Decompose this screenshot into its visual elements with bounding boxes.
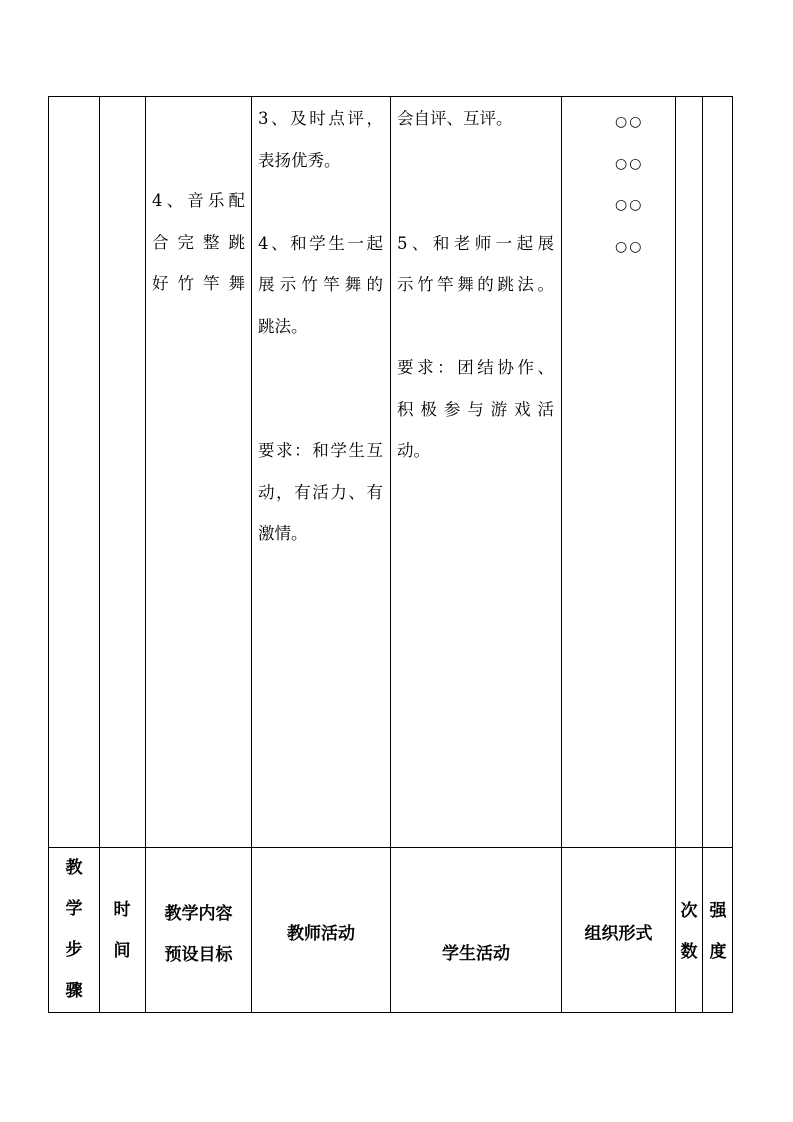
column-divider: [675, 96, 676, 1013]
teacher-line: 跳法。: [258, 316, 308, 336]
header-teaching-steps: [62, 848, 86, 1012]
teacher-line: [258, 181, 383, 223]
student-line: 动。: [397, 441, 430, 460]
student-line: 会自评、互评。: [397, 109, 513, 128]
header-intensity: [706, 891, 730, 973]
teacher-line: 动，有活力、有: [258, 482, 383, 502]
header-organization-form: 组织形式: [584, 924, 653, 944]
student-line: [397, 306, 554, 348]
teacher-line: [258, 389, 383, 431]
table-border-right: [732, 96, 733, 1013]
teacher-line: 激情。: [258, 524, 308, 543]
header-char: 步: [65, 940, 83, 960]
student-line: 5、和老师一起展: [397, 233, 554, 253]
header-char: 数: [680, 942, 698, 962]
header-char: 教: [65, 858, 83, 878]
table-border-bottom: [48, 1012, 733, 1013]
teacher-line: 表扬优秀。: [258, 150, 341, 170]
header-char: 间: [113, 941, 131, 961]
content-line: 4、音乐配: [152, 191, 245, 210]
header-repetitions: [677, 891, 701, 973]
lesson-plan-table: [48, 96, 733, 1013]
column-divider: [561, 96, 562, 1013]
teacher-line: 4、和学生一起: [258, 233, 383, 253]
circle-row: ○○: [615, 238, 644, 255]
circle-row: ○○: [615, 114, 644, 130]
teacher-activity-cell: [258, 98, 383, 555]
header-char: 骤: [65, 981, 83, 1001]
header-time: [110, 890, 134, 972]
header-student-activity: 学生活动: [442, 944, 510, 964]
header-content-line: 教学内容: [164, 904, 233, 924]
student-line: 积极参与游戏活: [397, 399, 554, 419]
column-divider: [702, 96, 703, 1013]
header-content-objectives: [146, 894, 251, 976]
teacher-line: [258, 347, 383, 389]
header-objectives-line: 预设目标: [164, 945, 233, 965]
table-border-top: [48, 96, 733, 97]
student-line: 示竹竿舞的跳法。: [397, 275, 554, 294]
teacher-line: 3、及时点评，: [258, 109, 383, 128]
header-char: 时: [113, 900, 131, 920]
formation-circles: [615, 102, 647, 268]
header-char: 学: [65, 899, 83, 919]
column-divider: [390, 96, 391, 1013]
column-divider: [145, 96, 146, 1013]
circle-row: ○○: [615, 155, 644, 172]
row-divider: [48, 847, 733, 848]
content-cell: [152, 180, 245, 305]
header-char: 强: [709, 901, 727, 921]
content-line: 合完整跳: [152, 232, 245, 252]
student-activity-cell: [397, 98, 554, 472]
header-char: 度: [709, 942, 727, 962]
student-line: [397, 181, 554, 223]
teacher-line: 要求：和学生互: [258, 441, 383, 460]
content-line: 好竹竿舞: [152, 274, 245, 293]
column-divider: [99, 96, 100, 1013]
teacher-line: 展示竹竿舞的: [258, 275, 383, 294]
student-line: 要求：团结协作、: [397, 358, 554, 377]
column-divider: [251, 96, 252, 1013]
student-line: [397, 140, 554, 182]
circle-row: ○○: [615, 197, 644, 213]
table-border-left: [48, 96, 49, 1013]
header-char: 次: [680, 901, 698, 921]
header-teacher-activity: 教师活动: [287, 924, 355, 944]
